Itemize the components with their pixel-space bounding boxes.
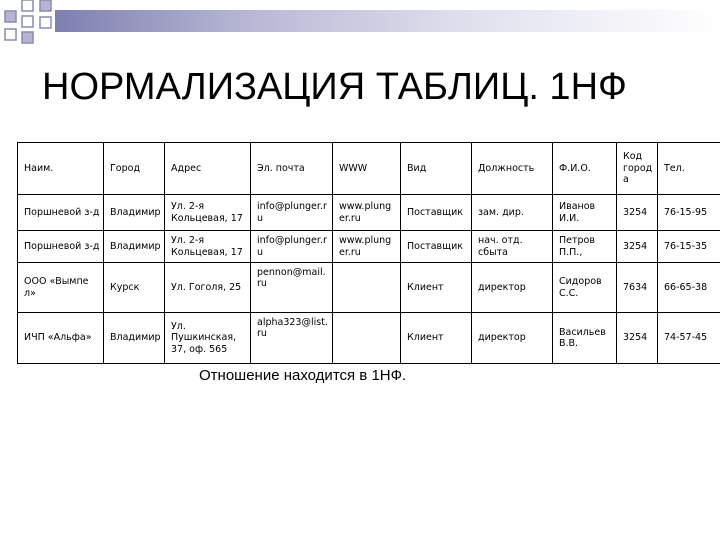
table-cell: info@plunger.r u bbox=[251, 195, 333, 231]
deco-square bbox=[22, 0, 33, 11]
table-cell: pennon@mail. ru bbox=[251, 263, 333, 313]
table-cell: Иванов И.И. bbox=[553, 195, 617, 231]
table-cell: 76-15-95 bbox=[658, 195, 720, 231]
table-cell: ИЧП «Альфа» bbox=[18, 313, 104, 364]
title-gradient-bar bbox=[55, 10, 720, 32]
deco-square bbox=[40, 0, 51, 11]
table-cell: Курск bbox=[104, 263, 165, 313]
table-cell: www.plung er.ru bbox=[333, 231, 401, 263]
table-cell: Ул. Пушкинская, 37, оф. 565 bbox=[165, 313, 251, 364]
header-cell: Наим. bbox=[18, 143, 104, 195]
table-cell: Васильев В.В. bbox=[553, 313, 617, 364]
table-cell: Поставщик bbox=[401, 231, 472, 263]
table-cell: info@plunger.r u bbox=[251, 231, 333, 263]
table-cell: www.plung er.ru bbox=[333, 195, 401, 231]
table-row bbox=[18, 195, 720, 231]
header-cell: Вид bbox=[401, 143, 472, 195]
table-cell bbox=[333, 263, 401, 313]
deco-square bbox=[22, 32, 33, 43]
table-row bbox=[18, 313, 720, 364]
table-cell: Поршневой з-д bbox=[18, 231, 104, 263]
table-cell: 3254 bbox=[617, 195, 658, 231]
table-cell: 3254 bbox=[617, 313, 658, 364]
deco-square bbox=[5, 29, 16, 40]
table-cell: 66-65-38 bbox=[658, 263, 720, 313]
table-row bbox=[18, 263, 720, 313]
decorative-squares bbox=[0, 0, 60, 45]
table-cell: Владимир bbox=[104, 313, 165, 364]
table-cell: Сидоров С.С. bbox=[553, 263, 617, 313]
caption-text: Отношение находится в 1НФ. bbox=[199, 367, 407, 384]
table-cell: Владимир bbox=[104, 195, 165, 231]
table-cell: Ул. Гоголя, 25 bbox=[165, 263, 251, 313]
table-cell: 3254 bbox=[617, 231, 658, 263]
table-cell: alpha323@list. ru bbox=[251, 313, 333, 364]
table-cell: Петров П.П., bbox=[553, 231, 617, 263]
header-cell: Город bbox=[104, 143, 165, 195]
deco-square bbox=[22, 16, 33, 27]
table-cell: Клиент bbox=[401, 263, 472, 313]
table-cell: нач. отд. сбыта bbox=[472, 231, 553, 263]
header-cell: Эл. почта bbox=[251, 143, 333, 195]
table-cell: директор bbox=[472, 313, 553, 364]
table-cell: Поставщик bbox=[401, 195, 472, 231]
table-cell: 74-57-45 bbox=[658, 313, 720, 364]
header-cell: Адрес bbox=[165, 143, 251, 195]
table-cell: Поршневой з-д bbox=[18, 195, 104, 231]
table-row bbox=[18, 231, 720, 263]
table-cell bbox=[333, 313, 401, 364]
table-cell: 76-15-35 bbox=[658, 231, 720, 263]
header-cell: Ф.И.О. bbox=[553, 143, 617, 195]
header-cell: Должность bbox=[472, 143, 553, 195]
table-cell: Ул. 2-я Кольцевая, 17 bbox=[165, 231, 251, 263]
table-cell: Владимир bbox=[104, 231, 165, 263]
table-cell: Ул. 2-я Кольцевая, 17 bbox=[165, 195, 251, 231]
header-cell: WWW bbox=[333, 143, 401, 195]
deco-square bbox=[5, 11, 16, 22]
deco-square bbox=[40, 17, 51, 28]
table-cell: Клиент bbox=[401, 313, 472, 364]
table-cell: зам. дир. bbox=[472, 195, 553, 231]
table-header-row bbox=[18, 143, 720, 195]
data-table bbox=[17, 142, 720, 364]
header-cell: Тел. bbox=[658, 143, 720, 195]
table-cell: 7634 bbox=[617, 263, 658, 313]
table-cell: директор bbox=[472, 263, 553, 313]
header-cell: Код город а bbox=[617, 143, 658, 195]
slide-title: НОРМАЛИЗАЦИЯ ТАБЛИЦ. 1НФ bbox=[42, 66, 627, 108]
table-cell: ООО «Вымпел» bbox=[18, 263, 104, 313]
